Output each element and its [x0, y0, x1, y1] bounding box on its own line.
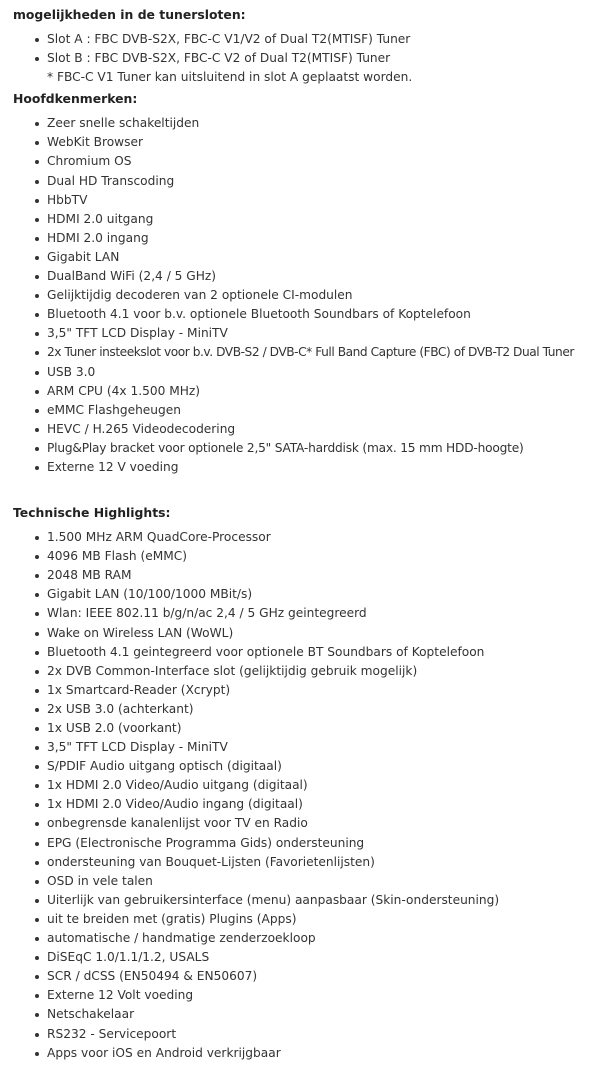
bullet-icon: [35, 294, 39, 298]
list-item: [13, 248, 615, 267]
list-item: [13, 986, 615, 1005]
bullet-icon: [35, 803, 39, 807]
bullet-icon: [35, 765, 39, 769]
list-item-text: EPG (Electronische Programma Gids) ondersteuning: [47, 835, 365, 850]
list-item-text: S/PDIF Audio uitgang optisch (digitaal): [47, 759, 282, 774]
list-item: [13, 528, 615, 547]
bullet-icon: [35, 632, 39, 636]
list-item-text: eMMC Flashgeheugen: [47, 402, 181, 417]
tuner-slot-note: * FBC-C V1 Tuner kan uitsluitend in slot A geplaatst worden.: [47, 70, 413, 85]
list-item-text: HEVC / H.265 Videodecodering: [47, 421, 236, 436]
list-item-text: OSD in vele talen: [47, 873, 153, 888]
list-item: [13, 152, 615, 171]
list-item: [13, 566, 615, 585]
list-item: [13, 834, 615, 853]
list-item-text: Gigabit LAN (10/100/1000 MBit/s): [47, 587, 253, 602]
bullet-icon: [35, 199, 39, 203]
list-item-text: 3,5" TFT LCD Display - MiniTV: [47, 740, 228, 755]
list-item-text: ARM CPU (4x 1.500 MHz): [47, 383, 201, 398]
list-item-text: Slot A : FBC DVB-S2X, FBC-C V1/V2 of Dual T2(MTISF) Tuner: [47, 32, 411, 46]
list-item-text: Apps voor iOS en Android verkrijgbaar: [47, 1045, 281, 1060]
list-item-text: HDMI 2.0 ingang: [47, 230, 149, 245]
list-item: [13, 1005, 615, 1024]
bullet-icon: [35, 784, 39, 788]
list-item-text: WebKit Browser: [47, 135, 143, 150]
list-item: [13, 929, 615, 948]
list-item: [13, 643, 615, 662]
bullet-icon: [35, 727, 39, 731]
main-features-heading: Hoofdkenmerken:: [13, 91, 138, 107]
list-item: [13, 458, 615, 477]
list-item-text: Externe 12 V voeding: [47, 459, 179, 474]
list-item: [13, 776, 615, 795]
list-item-text: Externe 12 Volt voeding: [47, 988, 194, 1003]
list-item: [13, 624, 615, 643]
bullet-icon: [35, 574, 39, 578]
list-item-text: Wlan: IEEE 802.11 b/g/n/ac 2,4 / 5 GHz geintegreerd: [47, 606, 367, 621]
bullet-icon: [35, 861, 39, 865]
bullet-icon: [35, 390, 39, 394]
list-item: [13, 681, 615, 700]
bullet-icon: [35, 38, 39, 42]
list-item: [13, 30, 615, 49]
main-features-list: [13, 114, 615, 477]
bullet-icon: [35, 956, 39, 960]
list-item: [13, 795, 615, 814]
tuner-slots-heading: mogelijkheden in de tunersloten:: [13, 7, 246, 22]
list-item-text: RS232 - Servicepoort: [47, 1026, 177, 1041]
bullet-icon: [35, 332, 39, 336]
list-item: [13, 738, 615, 757]
bullet-icon: [35, 466, 39, 470]
list-item: [13, 114, 615, 133]
list-item-text: 3,5" TFT LCD Display - MiniTV: [47, 326, 228, 341]
list-item: [13, 1044, 615, 1063]
bullet-icon: [35, 160, 39, 164]
list-item: [13, 305, 615, 324]
bullet-icon: [35, 141, 39, 145]
list-item: [13, 585, 615, 604]
list-item-text: Plug&Play bracket voor optionele 2,5" SATA-harddisk (max. 15 mm HDD-hoogte): [47, 440, 524, 455]
list-item-text: automatische / handmatige zenderzoekloop: [47, 931, 316, 946]
bullet-icon: [35, 918, 39, 922]
list-item: [13, 324, 615, 343]
bullet-icon: [35, 994, 39, 998]
bullet-icon: [35, 880, 39, 884]
list-item-text: Zeer snelle schakeltijden: [47, 116, 200, 131]
bullet-icon: [35, 371, 39, 375]
bullet-icon: [35, 351, 39, 355]
list-item-text: Uiterlijk van gebruikersinterface (menu) aanpasbaar (Skin-ondersteuning): [47, 892, 500, 907]
list-item-text: 1x HDMI 2.0 Video/Audio ingang (digitaal): [47, 797, 303, 812]
list-item: [13, 872, 615, 891]
list-item: [13, 662, 615, 681]
tech-highlights-list: [13, 528, 615, 1063]
list-item: [13, 891, 615, 910]
list-item: [13, 286, 615, 305]
bullet-icon: [35, 237, 39, 241]
list-item: [13, 910, 615, 929]
bullet-icon: [35, 842, 39, 846]
list-item: [13, 363, 615, 382]
list-item: [13, 757, 615, 776]
bullet-icon: [35, 218, 39, 222]
bullet-icon: [35, 746, 39, 750]
list-item-text: Bluetooth 4.1 geintegreerd voor optionele BT Soundbars of Koptelefoon: [47, 644, 485, 659]
bullet-icon: [35, 409, 39, 413]
list-item: [13, 700, 615, 719]
tuner-slots-list: [13, 30, 615, 68]
list-item: [13, 401, 615, 420]
list-item: [13, 719, 615, 738]
bullet-icon: [35, 536, 39, 540]
list-item-text: uit te breiden met (gratis) Plugins (Apps): [47, 911, 297, 926]
list-item: [13, 133, 615, 152]
list-item: [13, 1025, 615, 1044]
bullet-icon: [35, 122, 39, 126]
list-item-text: 2x USB 3.0 (achterkant): [47, 701, 194, 716]
list-item: [13, 382, 615, 401]
bullet-icon: [35, 555, 39, 559]
list-item-text: HbbTV: [47, 192, 88, 207]
list-item-text: 1x USB 2.0 (voorkant): [47, 721, 182, 735]
bullet-icon: [35, 670, 39, 674]
list-item: [13, 210, 615, 229]
list-item-text: Dual HD Transcoding: [47, 173, 175, 188]
list-item: [13, 267, 615, 286]
list-item: [13, 420, 615, 439]
bullet-icon: [35, 275, 39, 279]
list-item-text: 2x Tuner insteekslot voor b.v. DVB-S2 / DVB-C* Full Band Capture (FBC) of DVB-T2 Dual Tuner: [47, 345, 574, 360]
list-item-text: Chromium OS: [47, 154, 132, 169]
bullet-icon: [35, 447, 39, 451]
list-item-text: Slot B : FBC DVB-S2X, FBC-C V2 of Dual T2(MTISF) Tuner: [47, 51, 391, 66]
bullet-icon: [35, 689, 39, 693]
bullet-icon: [35, 256, 39, 260]
list-item: [13, 814, 615, 833]
bullet-icon: [35, 612, 39, 616]
list-item: [13, 343, 615, 362]
list-item-text: 4096 MB Flash (eMMC): [47, 549, 188, 564]
bullet-icon: [35, 1013, 39, 1017]
bullet-icon: [35, 651, 39, 655]
list-item: [13, 229, 615, 248]
tech-highlights-section: [13, 504, 615, 1063]
list-item-text: USB 3.0: [47, 364, 96, 379]
list-item-text: DualBand WiFi (2,4 / 5 GHz): [47, 269, 217, 284]
list-item-text: 2x DVB Common-Interface slot (gelijktijdig gebruik mogelijk): [47, 663, 418, 678]
bullet-icon: [35, 822, 39, 826]
list-item: [13, 967, 615, 986]
tuner-slots-section: [13, 6, 615, 87]
list-item-text: DiSEqC 1.0/1.1/1.2, USALS: [47, 950, 210, 965]
bullet-icon: [35, 180, 39, 184]
bullet-icon: [35, 975, 39, 979]
list-item-text: Gelijktijdig decoderen van 2 optionele CI-modulen: [47, 288, 353, 303]
list-item-text: 1.500 MHz ARM QuadCore-Processor: [47, 530, 271, 545]
list-item-text: 1x HDMI 2.0 Video/Audio uitgang (digitaal): [47, 778, 308, 793]
bullet-icon: [35, 1033, 39, 1037]
bullet-icon: [35, 57, 39, 61]
list-item: [13, 172, 615, 191]
list-item-text: ondersteuning van Bouquet-Lijsten (Favorietenlijsten): [47, 854, 375, 869]
list-item: [13, 439, 615, 458]
list-item-text: Gigabit LAN: [47, 249, 120, 264]
main-features-section: [13, 90, 615, 477]
list-item-text: HDMI 2.0 uitgang: [47, 211, 154, 226]
list-item-text: SCR / dCSS (EN50494 & EN50607): [47, 969, 258, 984]
bullet-icon: [35, 708, 39, 712]
list-item: [13, 191, 615, 210]
bullet-icon: [35, 899, 39, 903]
list-item-text: 1x Smartcard-Reader (Xcrypt): [47, 682, 231, 697]
list-item: [13, 547, 615, 566]
bullet-icon: [35, 428, 39, 432]
list-item-text: Bluetooth 4.1 voor b.v. optionele Bluetooth Soundbars of Koptelefoon: [47, 307, 471, 322]
list-item: [13, 49, 615, 68]
list-item: [13, 853, 615, 872]
bullet-icon: [35, 1052, 39, 1056]
bullet-icon: [35, 937, 39, 941]
list-item-text: Wake on Wireless LAN (WoWL): [47, 625, 234, 640]
list-item-text: 2048 MB RAM: [47, 568, 132, 583]
tech-highlights-heading: Technische Highlights:: [13, 505, 171, 521]
list-item-text: onbegrensde kanalenlijst voor TV en Radio: [47, 816, 308, 831]
list-item-text: Netschakelaar: [47, 1007, 135, 1022]
list-item: [13, 604, 615, 623]
bullet-icon: [35, 593, 39, 597]
bullet-icon: [35, 313, 39, 317]
list-item: [13, 948, 615, 967]
